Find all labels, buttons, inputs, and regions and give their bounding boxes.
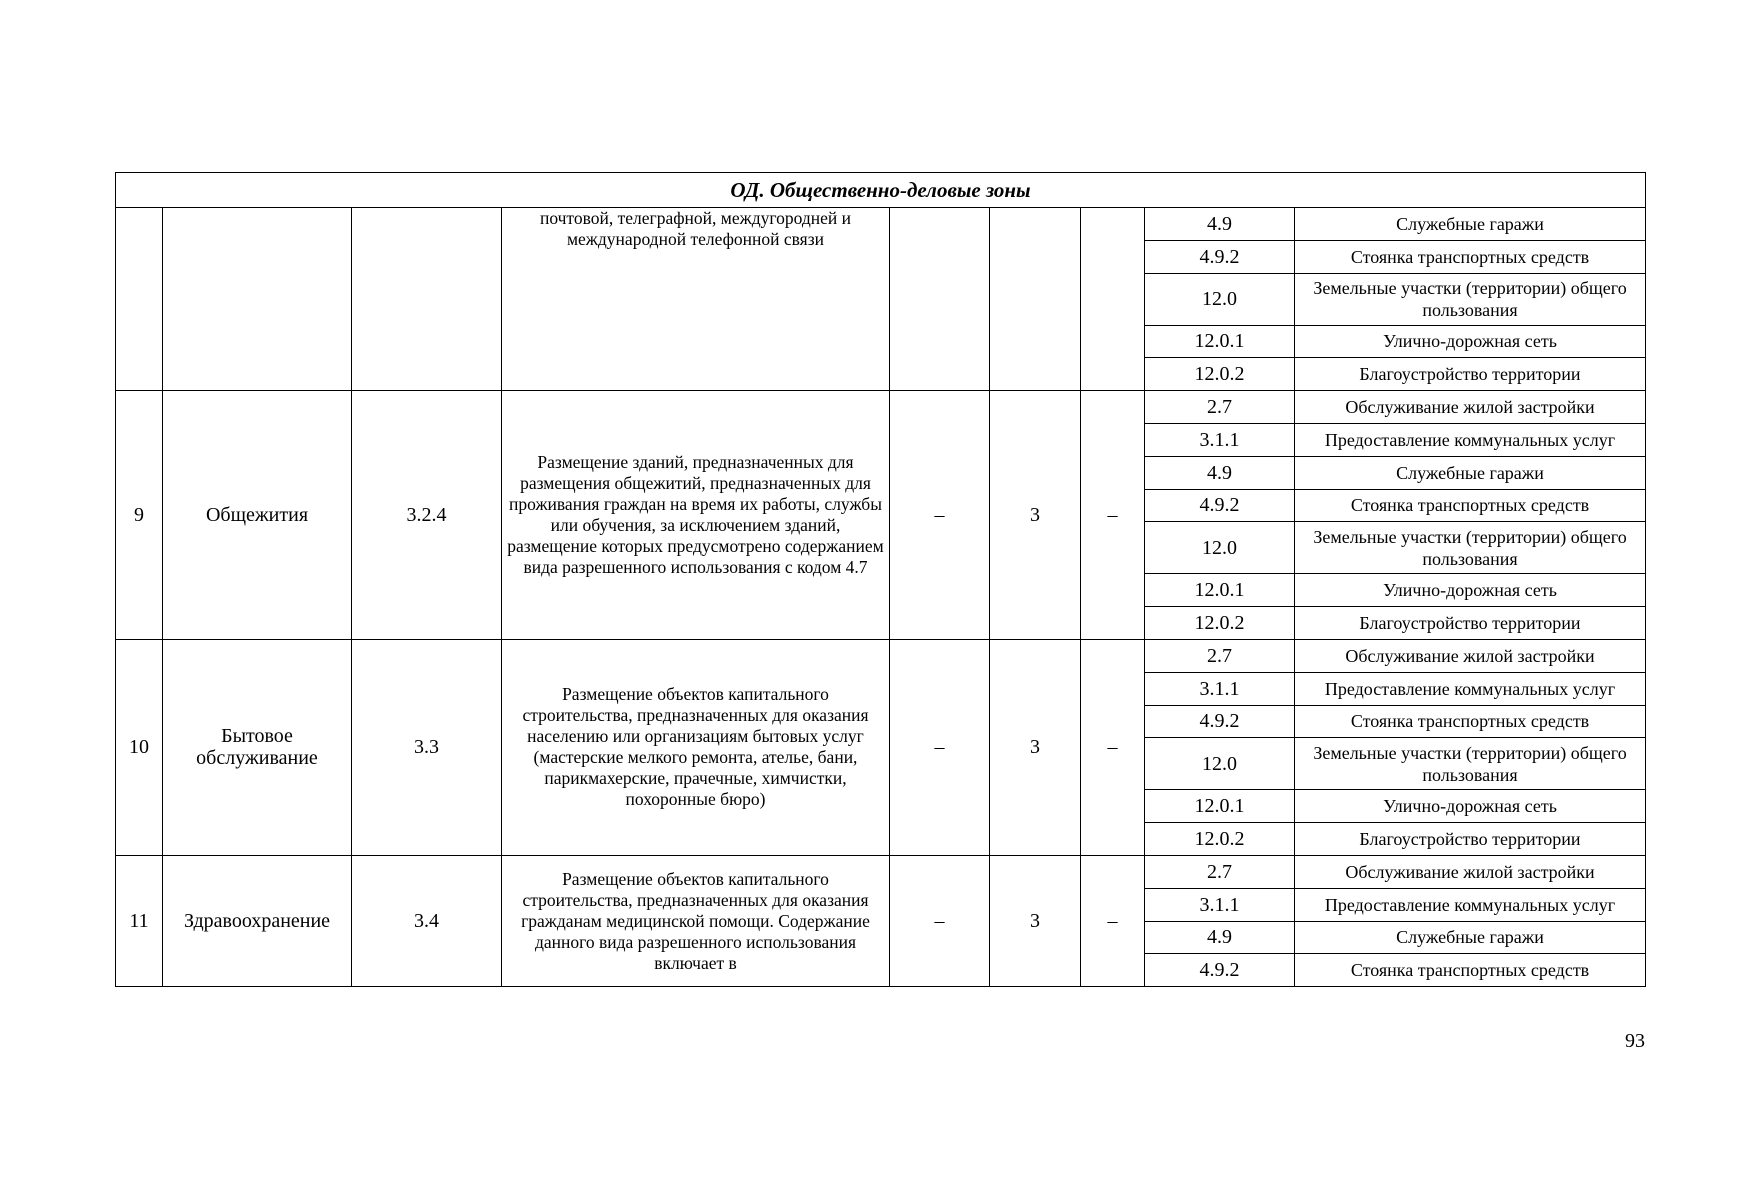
column-7-cell	[1081, 208, 1145, 391]
table-header-row	[116, 173, 1646, 208]
permitted-use-name: Предоставление коммунальных услуг	[1295, 888, 1646, 921]
permitted-use-code: 12.0.2	[1145, 358, 1295, 391]
permitted-use-code: 12.0.1	[1145, 790, 1295, 823]
table-row	[116, 855, 1646, 888]
permitted-use-code: 4.9	[1145, 208, 1295, 241]
column-6-value: 3	[990, 639, 1081, 855]
column-5-value: –	[890, 639, 990, 855]
use-name: Здравоохранение	[163, 855, 352, 986]
column-7-value: –	[1081, 391, 1145, 640]
use-description: почтовой, телеграфной, междугородней и международной телефонной связи	[502, 208, 890, 391]
permitted-use-code: 4.9	[1145, 456, 1295, 489]
permitted-use-code: 3.1.1	[1145, 423, 1295, 456]
use-description: Размещение зданий, предназначенных для размещения общежитий, предназначенных для проживания граждан на время их работы, службы или обучения, за исключением зданий, размещение которых предусмотрено содержанием вида разрешенного использования с кодом 4.7	[502, 391, 890, 640]
permitted-use-name: Обслуживание жилой застройки	[1295, 639, 1646, 672]
column-6-value: 3	[990, 391, 1081, 640]
column-7-value: –	[1081, 855, 1145, 986]
permitted-use-name: Земельные участки (территории) общего пользования	[1295, 738, 1646, 790]
permitted-use-name: Земельные участки (территории) общего пользования	[1295, 273, 1646, 325]
permitted-use-code: 4.9.2	[1145, 240, 1295, 273]
permitted-use-name: Стоянка транспортных средств	[1295, 240, 1646, 273]
permitted-use-name: Обслуживание жилой застройки	[1295, 855, 1646, 888]
column-5-value: –	[890, 391, 990, 640]
row-number-cell	[116, 208, 163, 391]
use-code: 3.3	[352, 639, 502, 855]
permitted-use-name: Обслуживание жилой застройки	[1295, 391, 1646, 424]
use-code: 3.4	[352, 855, 502, 986]
permitted-use-name: Предоставление коммунальных услуг	[1295, 672, 1646, 705]
zoning-table	[115, 172, 1646, 987]
permitted-use-code: 4.9.2	[1145, 705, 1295, 738]
permitted-use-name: Благоустройство территории	[1295, 358, 1646, 391]
permitted-use-code: 4.9.2	[1145, 489, 1295, 522]
permitted-use-name: Улично-дорожная сеть	[1295, 790, 1646, 823]
table-row	[116, 391, 1646, 424]
row-number: 11	[116, 855, 163, 986]
use-description: Размещение объектов капитального строительства, предназначенных для оказания населению или организациям бытовых услуг (мастерские мелкого ремонта, ателье, бани, парикмахерские, прачечные, химчистки, похоронные бюро)	[502, 639, 890, 855]
column-5-cell	[890, 208, 990, 391]
table-row	[116, 639, 1646, 672]
permitted-use-code: 12.0	[1145, 522, 1295, 574]
permitted-use-name: Улично-дорожная сеть	[1295, 325, 1646, 358]
permitted-use-code: 3.1.1	[1145, 672, 1295, 705]
use-name: Бытовое обслуживание	[163, 639, 352, 855]
permitted-use-name: Предоставление коммунальных услуг	[1295, 423, 1646, 456]
permitted-use-code: 4.9	[1145, 921, 1295, 954]
permitted-use-code: 12.0.2	[1145, 823, 1295, 856]
permitted-use-name: Благоустройство территории	[1295, 823, 1646, 856]
column-6-cell	[990, 208, 1081, 391]
row-number: 10	[116, 639, 163, 855]
permitted-use-name: Улично-дорожная сеть	[1295, 574, 1646, 607]
permitted-use-name: Стоянка транспортных средств	[1295, 489, 1646, 522]
page-number: 93	[1625, 1030, 1645, 1052]
permitted-use-name: Стоянка транспортных средств	[1295, 954, 1646, 987]
zone-title: ОД. Общественно-деловые зоны	[116, 173, 1646, 208]
use-code-cell	[352, 208, 502, 391]
permitted-use-code: 12.0.1	[1145, 574, 1295, 607]
use-description: Размещение объектов капитального строительства, предназначенных для оказания гражданам медицинской помощи. Содержание данного вида разрешенного использования включает в	[502, 855, 890, 986]
permitted-use-code: 2.7	[1145, 391, 1295, 424]
permitted-use-name: Стоянка транспортных средств	[1295, 705, 1646, 738]
use-name-cell	[163, 208, 352, 391]
permitted-use-code: 12.0	[1145, 738, 1295, 790]
row-number: 9	[116, 391, 163, 640]
permitted-use-name: Служебные гаражи	[1295, 208, 1646, 241]
permitted-use-name: Служебные гаражи	[1295, 456, 1646, 489]
permitted-use-code: 3.1.1	[1145, 888, 1295, 921]
column-7-value: –	[1081, 639, 1145, 855]
permitted-use-code: 2.7	[1145, 639, 1295, 672]
permitted-use-code: 12.0	[1145, 273, 1295, 325]
permitted-use-code: 2.7	[1145, 855, 1295, 888]
column-6-value: 3	[990, 855, 1081, 986]
permitted-use-name: Земельные участки (территории) общего пользования	[1295, 522, 1646, 574]
table-row	[116, 208, 1646, 241]
permitted-use-code: 12.0.1	[1145, 325, 1295, 358]
permitted-use-code: 12.0.2	[1145, 607, 1295, 640]
permitted-use-name: Служебные гаражи	[1295, 921, 1646, 954]
permitted-use-code: 4.9.2	[1145, 954, 1295, 987]
permitted-use-name: Благоустройство территории	[1295, 607, 1646, 640]
use-name: Общежития	[163, 391, 352, 640]
use-code: 3.2.4	[352, 391, 502, 640]
column-5-value: –	[890, 855, 990, 986]
